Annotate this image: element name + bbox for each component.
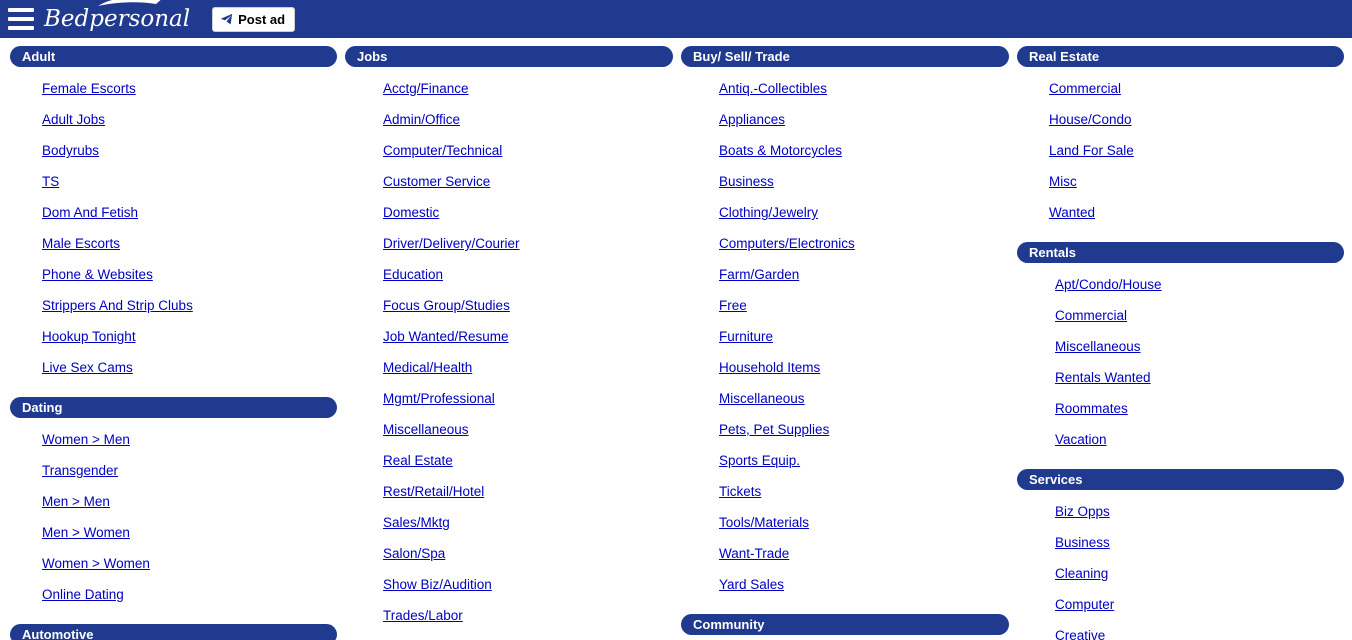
link-women-men[interactable]: Women > Men	[42, 432, 130, 447]
link-appliances[interactable]: Appliances	[719, 112, 786, 127]
list-item	[383, 228, 673, 259]
category-board	[0, 38, 1352, 640]
link-wanted-re[interactable]: Wanted	[1049, 205, 1096, 220]
link-admin-office[interactable]: Admin/Office	[383, 112, 461, 127]
link-antiq-collectibles[interactable]: Antiq.-Collectibles	[719, 81, 828, 96]
list-item	[1049, 135, 1344, 166]
link-tickets[interactable]: Tickets	[719, 484, 762, 499]
paper-plane-icon	[220, 13, 233, 26]
list-item	[383, 321, 673, 352]
category-list-buy-sell-trade	[681, 73, 1009, 600]
category-header-community: Community	[681, 614, 1009, 635]
list-item	[1055, 527, 1344, 558]
list-item	[383, 445, 673, 476]
link-apt-condo-house[interactable]: Apt/Condo/House	[1055, 277, 1162, 292]
category-header-automotive: Automotive	[10, 624, 337, 640]
list-item	[383, 600, 673, 631]
list-item	[383, 352, 673, 383]
list-item	[42, 73, 337, 104]
list-item	[1055, 269, 1344, 300]
list-item	[42, 548, 337, 579]
category-list-adult	[10, 73, 337, 383]
link-land-for-sale[interactable]: Land For Sale	[1049, 143, 1134, 158]
list-item	[719, 414, 1009, 445]
link-trades-labor[interactable]: Trades/Labor	[383, 608, 463, 623]
list-item	[719, 259, 1009, 290]
link-free[interactable]: Free	[719, 298, 747, 313]
list-item	[1049, 104, 1344, 135]
link-boats-motorcycles[interactable]: Boats & Motorcycles	[719, 143, 843, 158]
category-header-dating: Dating	[10, 397, 337, 418]
link-rentals-wanted[interactable]: Rentals Wanted	[1055, 370, 1151, 385]
link-commercial-rentals[interactable]: Commercial	[1055, 308, 1128, 323]
list-item	[1055, 362, 1344, 393]
site-logo[interactable]	[44, 6, 198, 32]
category-header-jobs: Jobs	[345, 46, 673, 67]
list-item	[719, 73, 1009, 104]
list-item	[383, 383, 673, 414]
list-item	[42, 135, 337, 166]
link-female-escorts[interactable]: Female Escorts	[42, 81, 136, 96]
link-ts[interactable]: TS	[42, 174, 60, 189]
list-item	[383, 197, 673, 228]
link-computers-electronics[interactable]: Computers/Electronics	[719, 236, 855, 251]
list-item	[719, 383, 1009, 414]
list-item	[719, 538, 1009, 569]
link-phone-and-websites[interactable]: Phone & Websites	[42, 267, 153, 282]
list-item	[719, 290, 1009, 321]
list-item	[719, 321, 1009, 352]
link-want-trade[interactable]: Want-Trade	[719, 546, 790, 561]
list-item	[719, 476, 1009, 507]
link-men-men[interactable]: Men > Men	[42, 494, 110, 509]
list-item	[1055, 424, 1344, 455]
link-salon-spa[interactable]: Salon/Spa	[383, 546, 446, 561]
column-adult-dating	[10, 46, 337, 640]
list-item	[719, 507, 1009, 538]
link-hookup-tonight[interactable]: Hookup Tonight	[42, 329, 136, 344]
list-item	[42, 104, 337, 135]
link-misc-re[interactable]: Misc	[1049, 174, 1077, 189]
list-item	[1055, 300, 1344, 331]
link-miscellaneous-jobs[interactable]: Miscellaneous	[383, 422, 469, 437]
link-computer-services[interactable]: Computer	[1055, 597, 1115, 612]
list-item	[42, 228, 337, 259]
list-item	[42, 197, 337, 228]
link-business-bst[interactable]: Business	[719, 174, 774, 189]
link-furniture[interactable]: Furniture	[719, 329, 774, 344]
list-item	[383, 569, 673, 600]
column-real-estate-rentals-services	[1017, 46, 1344, 640]
link-bodyrubs[interactable]: Bodyrubs	[42, 143, 100, 158]
list-item	[719, 104, 1009, 135]
category-header-real-estate: Real Estate	[1017, 46, 1344, 67]
list-item	[1055, 620, 1344, 640]
link-clothing-jewelry[interactable]: Clothing/Jewelry	[719, 205, 819, 220]
list-item	[719, 135, 1009, 166]
list-item	[719, 166, 1009, 197]
link-yard-sales[interactable]: Yard Sales	[719, 577, 785, 592]
category-header-adult: Adult	[10, 46, 337, 67]
list-item	[1055, 589, 1344, 620]
list-item	[719, 445, 1009, 476]
link-sports-equip[interactable]: Sports Equip.	[719, 453, 801, 468]
link-transgender[interactable]: Transgender	[42, 463, 119, 478]
brand-text: Bedpersonal	[44, 6, 191, 32]
link-creative[interactable]: Creative	[1055, 628, 1106, 640]
list-item	[719, 197, 1009, 228]
list-item	[42, 352, 337, 383]
category-header-buy-sell-trade: Buy/ Sell/ Trade	[681, 46, 1009, 67]
link-medical-health[interactable]: Medical/Health	[383, 360, 473, 375]
list-item	[383, 414, 673, 445]
link-commercial-re[interactable]: Commercial	[1049, 81, 1122, 96]
link-sales-mktg[interactable]: Sales/Mktg	[383, 515, 450, 530]
link-online-dating[interactable]: Online Dating	[42, 587, 124, 602]
link-show-biz-audition[interactable]: Show Biz/Audition	[383, 577, 492, 592]
list-item	[42, 290, 337, 321]
list-item	[1055, 331, 1344, 362]
link-driver-delivery-courier[interactable]: Driver/Delivery/Courier	[383, 236, 520, 251]
list-item	[42, 486, 337, 517]
list-item	[719, 569, 1009, 600]
list-item	[383, 135, 673, 166]
link-rest-retail-hotel[interactable]: Rest/Retail/Hotel	[383, 484, 485, 499]
link-education[interactable]: Education	[383, 267, 444, 282]
list-item	[383, 476, 673, 507]
link-tools-materials[interactable]: Tools/Materials	[719, 515, 810, 530]
link-focus-group-studies[interactable]: Focus Group/Studies	[383, 298, 510, 313]
list-item	[42, 321, 337, 352]
list-item	[383, 166, 673, 197]
category-list-jobs	[345, 73, 673, 631]
category-list-real-estate	[1017, 73, 1344, 228]
column-jobs	[345, 46, 673, 631]
link-adult-jobs[interactable]: Adult Jobs	[42, 112, 106, 127]
list-item	[42, 259, 337, 290]
hamburger-menu-icon[interactable]	[8, 8, 34, 30]
list-item	[1055, 558, 1344, 589]
list-item	[383, 290, 673, 321]
link-live-sex-cams[interactable]: Live Sex Cams	[42, 360, 133, 375]
site-header	[0, 0, 1352, 38]
list-item	[42, 455, 337, 486]
link-strippers-and-strip-clubs[interactable]: Strippers And Strip Clubs	[42, 298, 193, 313]
list-item	[383, 538, 673, 569]
link-miscellaneous-bst[interactable]: Miscellaneous	[719, 391, 805, 406]
link-job-wanted-resume[interactable]: Job Wanted/Resume	[383, 329, 509, 344]
list-item	[1055, 496, 1344, 527]
list-item	[1049, 166, 1344, 197]
link-house-condo[interactable]: House/Condo	[1049, 112, 1132, 127]
list-item	[42, 424, 337, 455]
list-item	[42, 517, 337, 548]
link-customer-service[interactable]: Customer Service	[383, 174, 491, 189]
list-item	[1049, 197, 1344, 228]
link-miscellaneous-rentals[interactable]: Miscellaneous	[1055, 339, 1141, 354]
list-item	[42, 166, 337, 197]
list-item	[383, 73, 673, 104]
link-mgmt-professional[interactable]: Mgmt/Professional	[383, 391, 495, 406]
post-ad-label: Post ad	[238, 11, 286, 27]
post-ad-button[interactable]	[212, 7, 295, 32]
link-computer-technical[interactable]: Computer/Technical	[383, 143, 503, 158]
link-acctg-finance[interactable]: Acctg/Finance	[383, 81, 469, 96]
link-real-estate-jobs[interactable]: Real Estate	[383, 453, 453, 468]
list-item	[383, 259, 673, 290]
list-item	[719, 228, 1009, 259]
link-roommates[interactable]: Roommates	[1055, 401, 1128, 416]
link-business-services[interactable]: Business	[1055, 535, 1110, 550]
category-header-services: Services	[1017, 469, 1344, 490]
link-men-women[interactable]: Men > Women	[42, 525, 130, 540]
link-household-items[interactable]: Household Items	[719, 360, 821, 375]
link-women-women[interactable]: Women > Women	[42, 556, 150, 571]
link-cleaning[interactable]: Cleaning	[1055, 566, 1109, 581]
category-list-dating	[10, 424, 337, 610]
list-item	[719, 352, 1009, 383]
link-domestic[interactable]: Domestic	[383, 205, 440, 220]
link-vacation[interactable]: Vacation	[1055, 432, 1107, 447]
category-list-rentals	[1017, 269, 1344, 455]
list-item	[42, 579, 337, 610]
link-pets-pet-supplies[interactable]: Pets, Pet Supplies	[719, 422, 830, 437]
link-dom-and-fetish[interactable]: Dom And Fetish	[42, 205, 139, 220]
category-list-services	[1017, 496, 1344, 640]
link-male-escorts[interactable]: Male Escorts	[42, 236, 121, 251]
link-farm-garden[interactable]: Farm/Garden	[719, 267, 800, 282]
list-item	[383, 104, 673, 135]
list-item	[383, 507, 673, 538]
list-item	[1055, 393, 1344, 424]
column-buy-sell-trade	[681, 46, 1009, 640]
category-header-rentals: Rentals	[1017, 242, 1344, 263]
list-item	[1049, 73, 1344, 104]
link-biz-opps[interactable]: Biz Opps	[1055, 504, 1110, 519]
